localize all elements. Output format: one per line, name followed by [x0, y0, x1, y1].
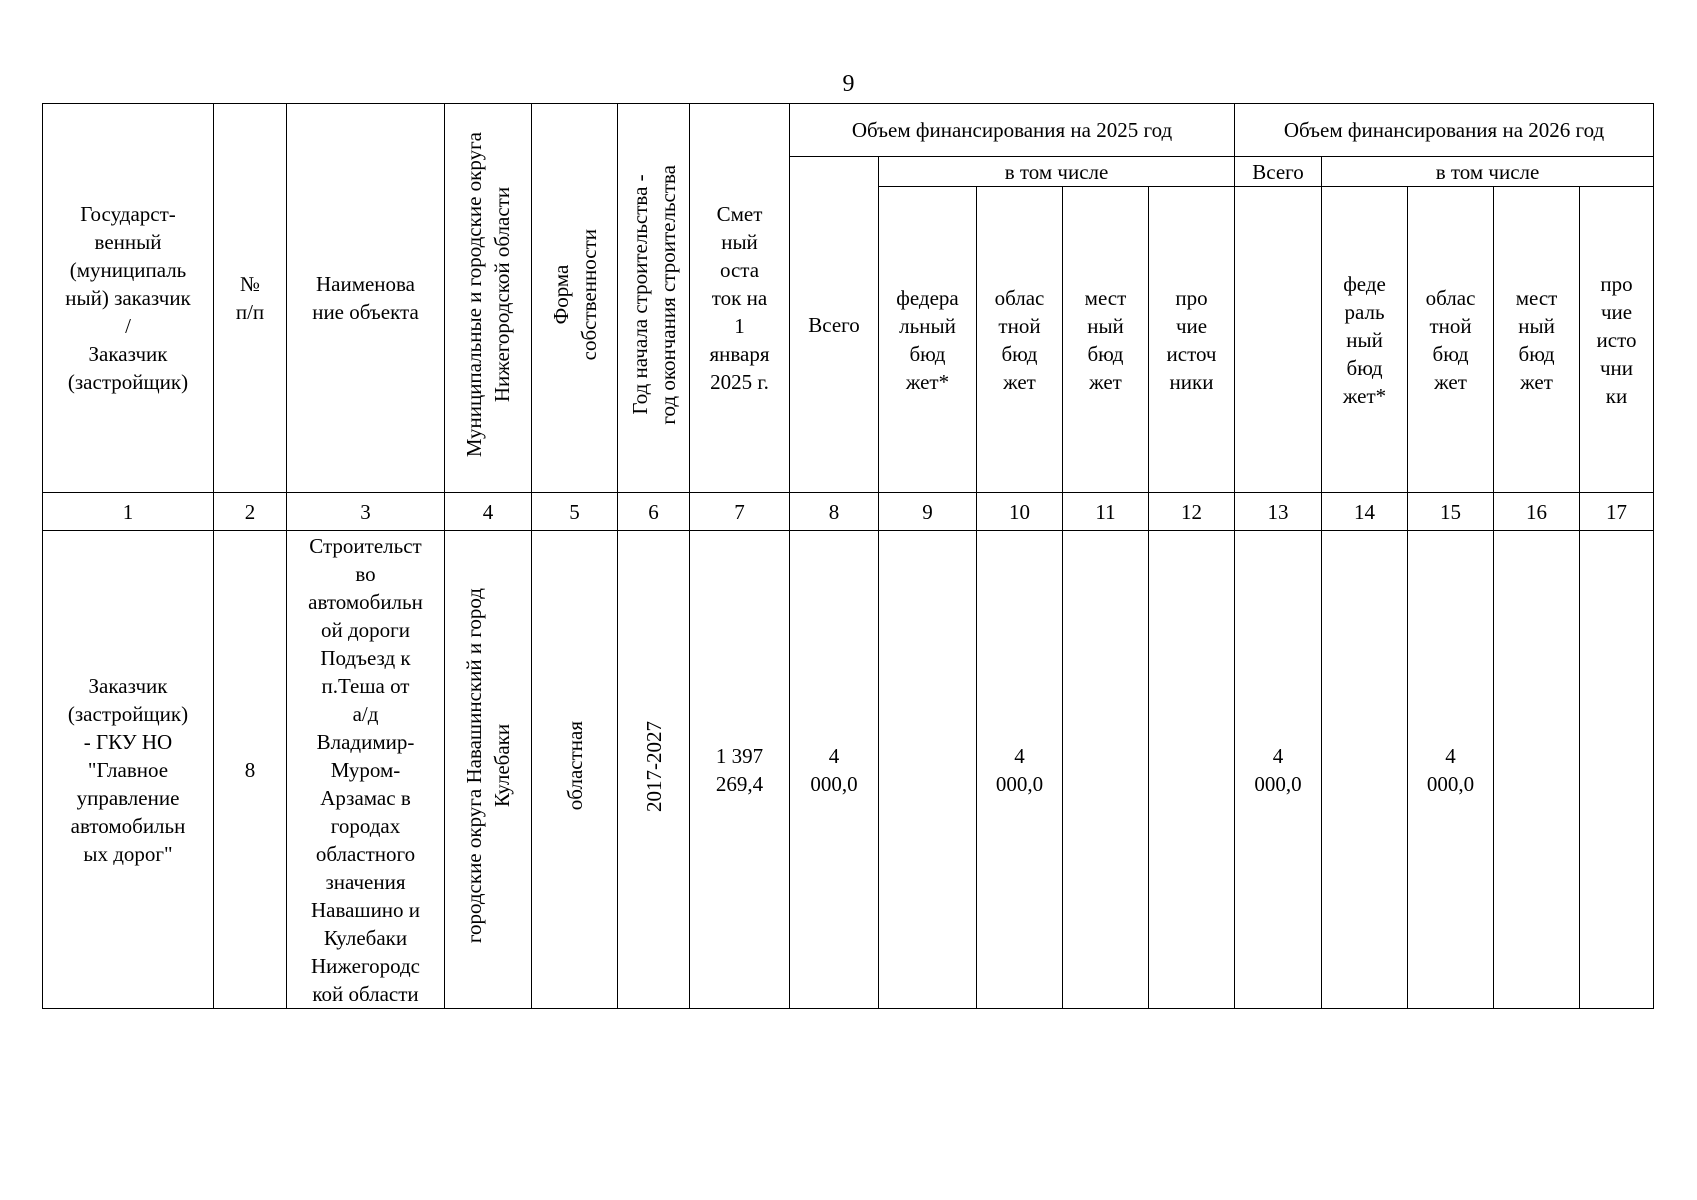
header-fed-2026: феде раль ный бюд жет*	[1322, 187, 1408, 493]
row-municipal: городские округа Навашинский и город Кулебаки	[462, 588, 514, 944]
row-reg-2026: 4 000,0	[1408, 531, 1494, 1009]
row-years-cell	[618, 531, 690, 1009]
column-number: 1	[43, 493, 214, 531]
row-years: 2017-2027	[641, 720, 666, 812]
header-loc-2025: мест ный бюд жет	[1063, 187, 1149, 493]
column-number: 12	[1149, 493, 1235, 531]
header-municipal: Муниципальные и городские округа Нижегородской области	[462, 131, 514, 458]
header-reg-2025: облас тной бюд жет	[977, 187, 1063, 493]
row-balance: 1 397 269,4	[690, 531, 790, 1009]
column-number: 14	[1322, 493, 1408, 531]
column-number: 11	[1063, 493, 1149, 531]
header-total-2026: Всего	[1235, 157, 1322, 187]
column-number: 7	[690, 493, 790, 531]
header-reg-2026: облас тной бюд жет	[1408, 187, 1494, 493]
header-oth-2025: про чие источ ники	[1149, 187, 1235, 493]
row-total-2026: 4 000,0	[1235, 531, 1322, 1009]
row-loc-2026	[1494, 531, 1580, 1009]
row-fed-2025	[879, 531, 977, 1009]
column-number: 9	[879, 493, 977, 531]
row-oth-2025	[1149, 531, 1235, 1009]
header-fed-2025: федера льный бюд жет*	[879, 187, 977, 493]
header-balance: Смет ный оста ток на 1 января 2025 г.	[690, 104, 790, 493]
table-row	[43, 531, 1654, 1009]
header-municipal-cell	[445, 104, 532, 493]
column-number: 5	[532, 493, 618, 531]
row-fed-2026	[1322, 531, 1408, 1009]
row-ownership-cell	[532, 531, 618, 1009]
column-number: 3	[287, 493, 445, 531]
row-total-2025: 4 000,0	[790, 531, 879, 1009]
header-total-2025: Всего	[790, 157, 879, 493]
header-years: Год начала строительства - год окончания строительства	[627, 164, 680, 425]
column-number: 8	[790, 493, 879, 531]
header-num: № п/п	[214, 104, 287, 493]
row-reg-2025: 4 000,0	[977, 531, 1063, 1009]
header-ownership: Форма собственности	[548, 228, 601, 361]
header-fin-2026: Объем финансирования на 2026 год	[1235, 104, 1654, 157]
header-years-cell	[618, 104, 690, 493]
column-number: 17	[1580, 493, 1654, 531]
column-number: 15	[1408, 493, 1494, 531]
page-number: 9	[842, 71, 855, 97]
column-number: 2	[214, 493, 287, 531]
column-number: 4	[445, 493, 532, 531]
header-object-name: Наименова ние объекта	[287, 104, 445, 493]
header-ownership-cell	[532, 104, 618, 493]
row-loc-2025	[1063, 531, 1149, 1009]
row-object-name: Строительст во автомобильн ой дороги Подъезд к п.Теша от а/д Владимир- Муром- Арзамас в городах областного значения Навашино и Кулебаки Нижегородс кой области	[287, 531, 445, 1009]
header-fin-2025: Объем финансирования на 2025 год	[790, 104, 1235, 157]
financing-table	[42, 103, 1654, 1009]
column-number: 16	[1494, 493, 1580, 531]
column-number: 10	[977, 493, 1063, 531]
row-ownership: областная	[562, 721, 587, 811]
header-total-2026-empty	[1235, 187, 1322, 493]
header-incl-2025: в том числе	[879, 157, 1235, 187]
header-incl-2026: в том числе	[1322, 157, 1654, 187]
column-number: 13	[1235, 493, 1322, 531]
column-number: 6	[618, 493, 690, 531]
header-customer: Государст- венный (муниципаль ный) заказчик / Заказчик (застройщик)	[43, 104, 214, 493]
row-num: 8	[214, 531, 287, 1009]
header-oth-2026: про чие исто чни ки	[1580, 187, 1654, 493]
column-number-row	[43, 493, 1654, 531]
row-oth-2026	[1580, 531, 1654, 1009]
row-customer: Заказчик (застройщик) - ГКУ НО "Главное управление автомобильн ых дорог"	[43, 531, 214, 1009]
row-municipal-cell	[445, 531, 532, 1009]
header-loc-2026: мест ный бюд жет	[1494, 187, 1580, 493]
